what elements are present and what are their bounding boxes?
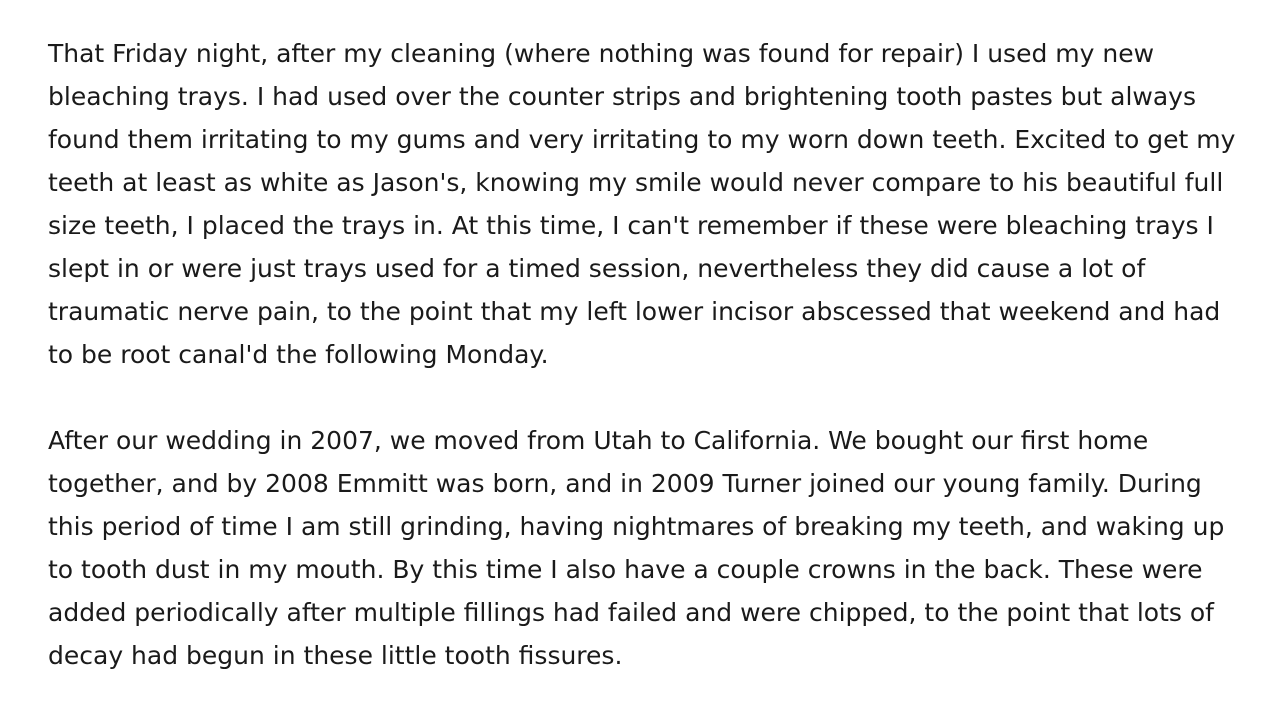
text-line: traumatic nerve pain, to the point that my left lower incisor abscessed that weekend and had bbox=[48, 297, 1221, 326]
text-line: to be root canal'd the following Monday. bbox=[48, 340, 549, 369]
text-line: this period of time I am still grinding, having nightmares of breaking my teeth, and waking up bbox=[48, 512, 1225, 541]
text-line: bleaching trays. I had used over the counter strips and brightening tooth pastes but always bbox=[48, 82, 1196, 111]
text-line: slept in or were just trays used for a timed session, nevertheless they did cause a lot of bbox=[48, 254, 1146, 283]
text-line: teeth at least as white as Jason's, knowing my smile would never compare to his beautiful full bbox=[48, 168, 1224, 197]
text-line: That Friday night, after my cleaning (where nothing was found for repair) I used my new bbox=[48, 39, 1155, 68]
paragraph-wedding-california bbox=[48, 419, 1228, 677]
text-line: After our wedding in 2007, we moved from Utah to California. We bought our first home bbox=[48, 426, 1149, 455]
paragraph-bleaching-trays bbox=[48, 32, 1236, 376]
text-line: size teeth, I placed the trays in. At this time, I can't remember if these were bleaching trays I bbox=[48, 211, 1214, 240]
text-line: decay had begun in these little tooth fissures. bbox=[48, 641, 623, 670]
text-line: added periodically after multiple fillings had failed and were chipped, to the point that lots of bbox=[48, 598, 1214, 627]
text-line: found them irritating to my gums and very irritating to my worn down teeth. Excited to get my bbox=[48, 125, 1236, 154]
text-line: to tooth dust in my mouth. By this time I also have a couple crowns in the back. These were bbox=[48, 555, 1203, 584]
text-line: together, and by 2008 Emmitt was born, and in 2009 Turner joined our young family. During bbox=[48, 469, 1202, 498]
article-body bbox=[48, 32, 1236, 677]
